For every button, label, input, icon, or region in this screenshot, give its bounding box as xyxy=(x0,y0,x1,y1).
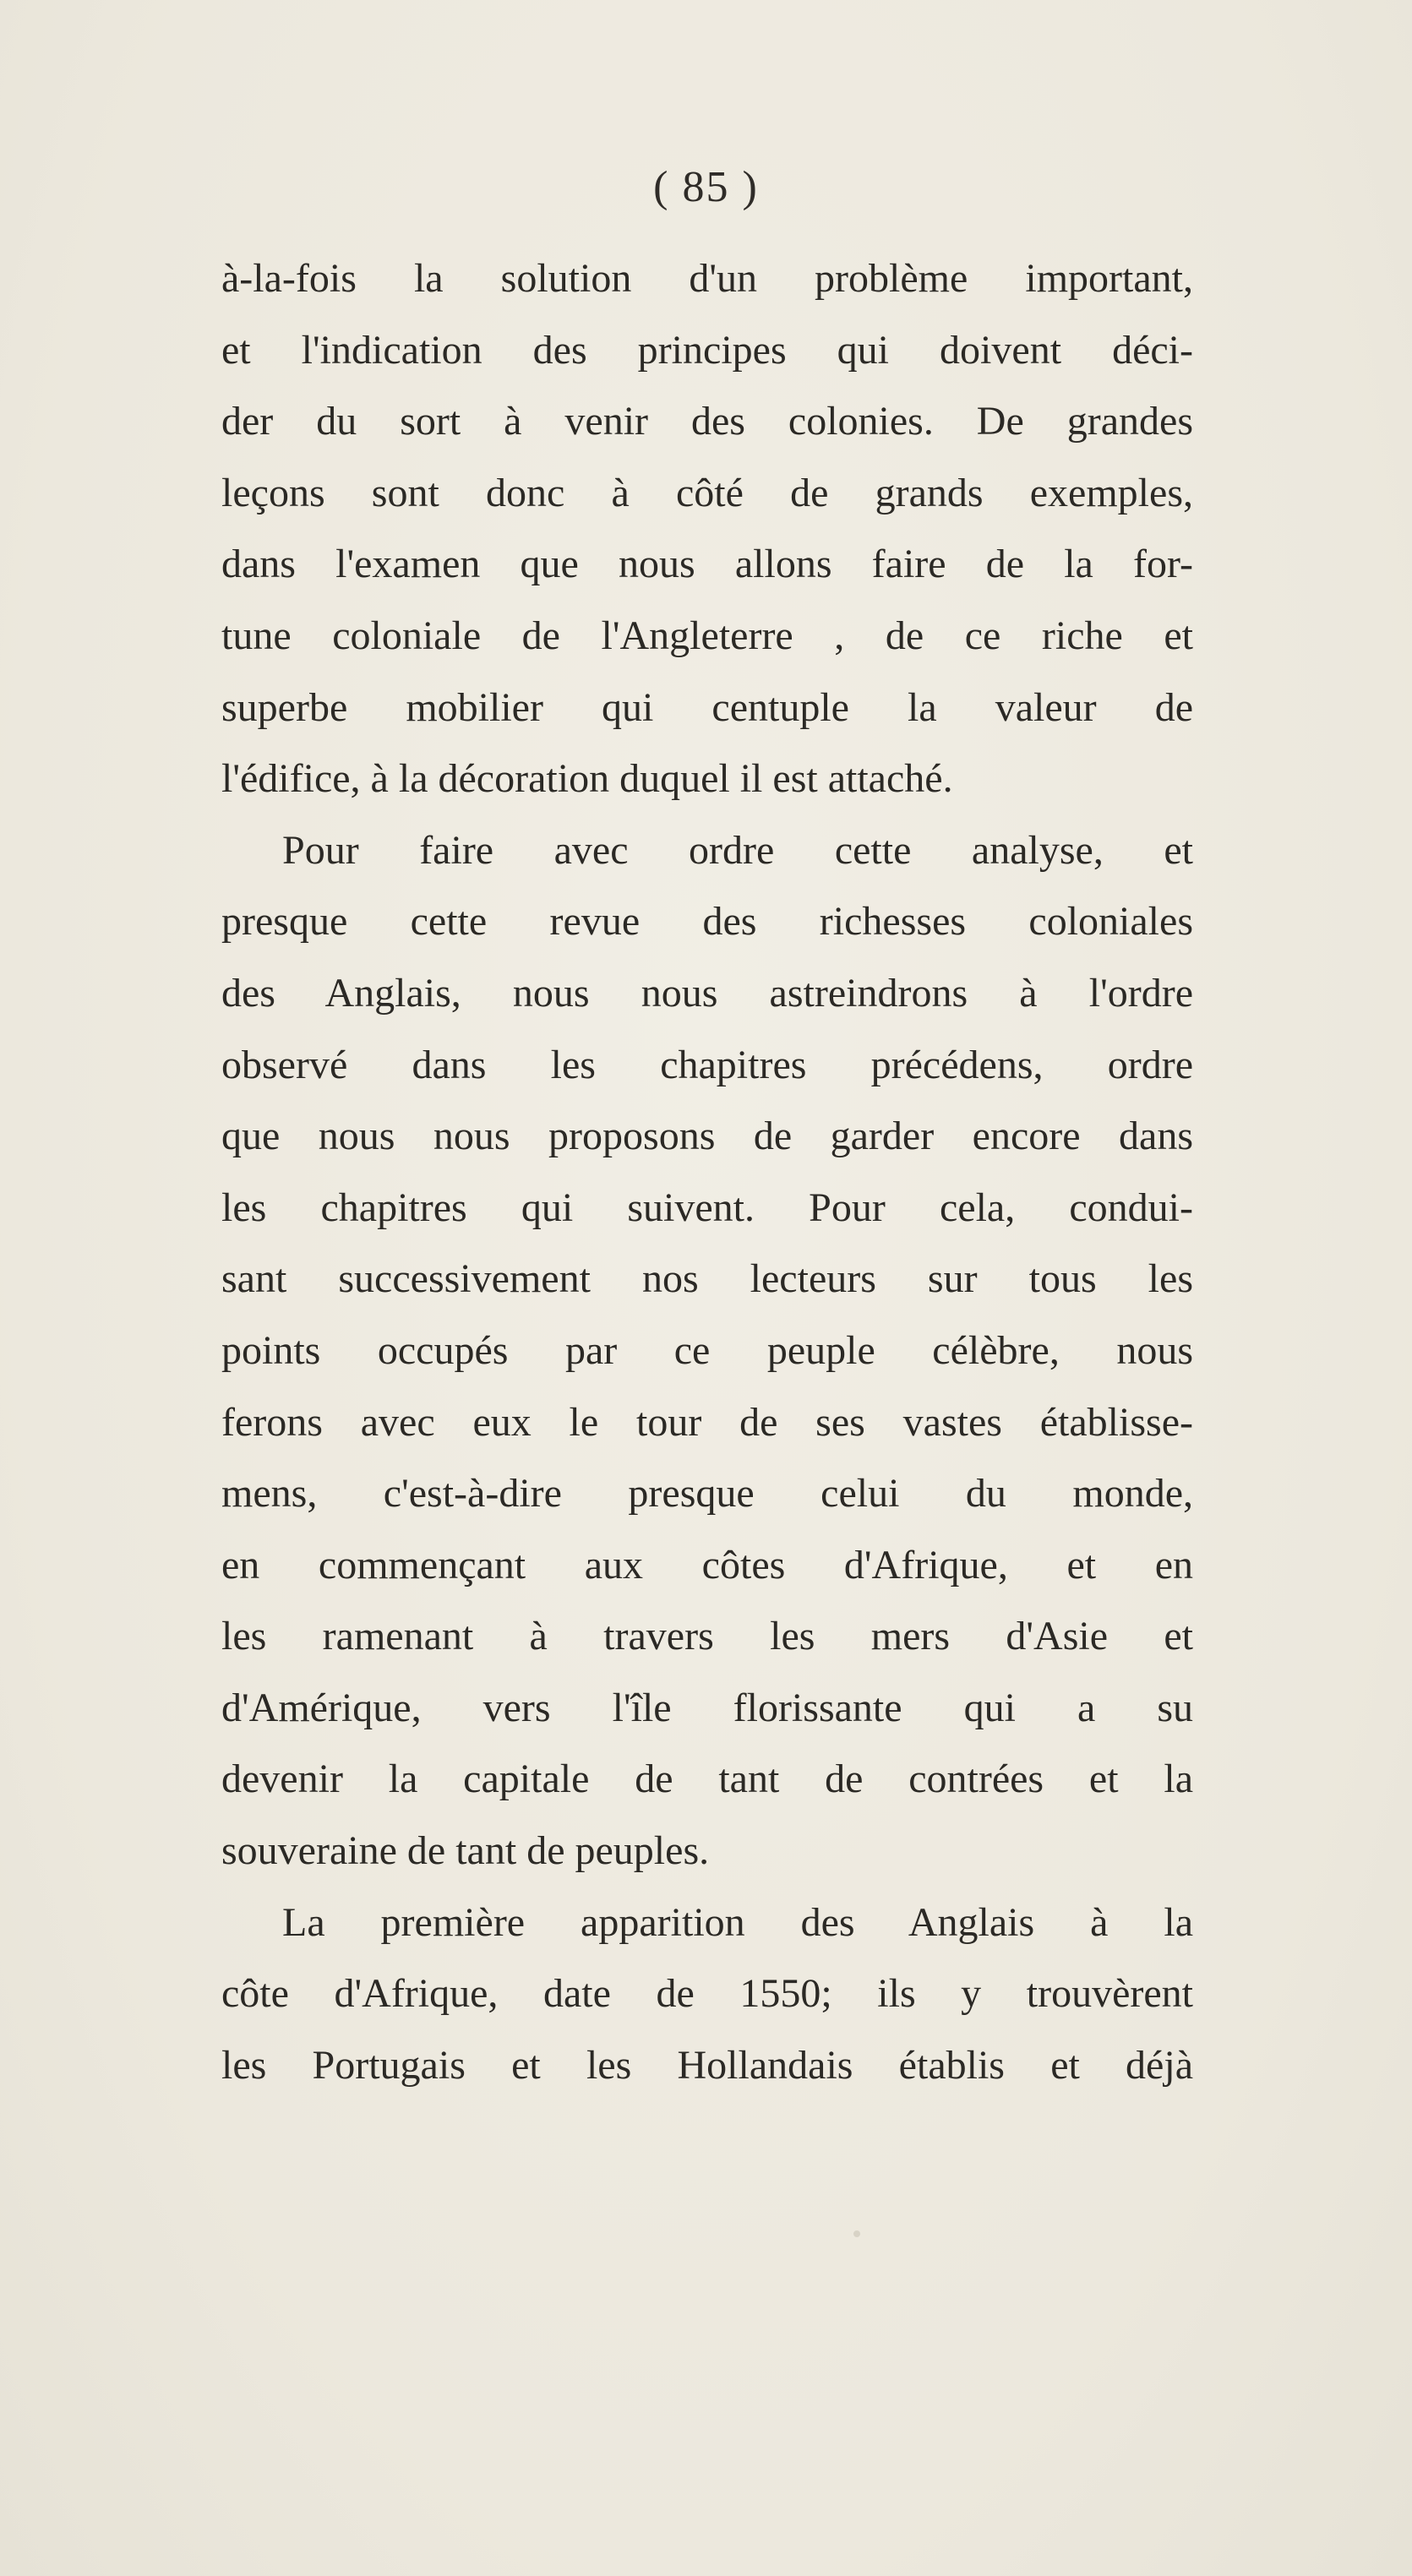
text-line: ferons avec eux le tour de ses vastes établisse- xyxy=(221,1399,1193,1445)
text-line: sant successivement nos lecteurs sur tous les xyxy=(221,1256,1193,1302)
text-line: mens, c'est-à-dire presque celui du monde, xyxy=(221,1471,1193,1517)
body-text xyxy=(221,243,1193,2101)
text-line: que nous nous proposons de garder encore dans xyxy=(221,1114,1193,1159)
text-line: points occupés par ce peuple célèbre, nous xyxy=(221,1327,1193,1373)
text-line: dans l'examen que nous allons faire de la for- xyxy=(221,542,1193,587)
paper-speck xyxy=(853,2230,860,2237)
text-line: devenir la capitale de tant de contrées et la xyxy=(221,1756,1193,1802)
text-line: superbe mobilier qui centuple la valeur de xyxy=(221,684,1193,730)
text-line: leçons sont donc à côté de grands exemples, xyxy=(221,470,1193,515)
text-line: les ramenant à travers les mers d'Asie et xyxy=(221,1614,1193,1659)
text-line: presque cette revue des richesses coloniales xyxy=(221,899,1193,945)
text-line: en commençant aux côtes d'Afrique, et en xyxy=(221,1542,1193,1588)
page-number: ( 85 ) xyxy=(653,163,759,211)
text-line: l'édifice, à la décoration duquel il est attaché. xyxy=(221,756,953,802)
text-line: observé dans les chapitres précédens, ordre xyxy=(221,1042,1193,1087)
text-line: côte d'Afrique, date de 1550; ils y trouvèrent xyxy=(221,1971,1193,2017)
text-line: et l'indication des principes qui doivent déci- xyxy=(221,327,1193,373)
text-line: les chapitres qui suivent. Pour cela, condui- xyxy=(221,1185,1193,1230)
text-line: tune coloniale de l'Angleterre , de ce riche et xyxy=(221,613,1193,658)
text-line: à-la-fois la solution d'un problème important, xyxy=(221,256,1193,301)
text-line: der du sort à venir des colonies. De grandes xyxy=(221,399,1193,444)
text-line-paragraph-start: La première apparition des Anglais à la xyxy=(282,1899,1193,1945)
text-line: les Portugais et les Hollandais établis et déjà xyxy=(221,2042,1193,2088)
text-line: d'Amérique, vers l'île florissante qui a su xyxy=(221,1685,1193,1730)
text-line: souveraine de tant de peuples. xyxy=(221,1828,710,1874)
text-line: des Anglais, nous nous astreindrons à l'ordre xyxy=(221,970,1193,1016)
text-line-paragraph-start: Pour faire avec ordre cette analyse, et xyxy=(282,827,1193,873)
